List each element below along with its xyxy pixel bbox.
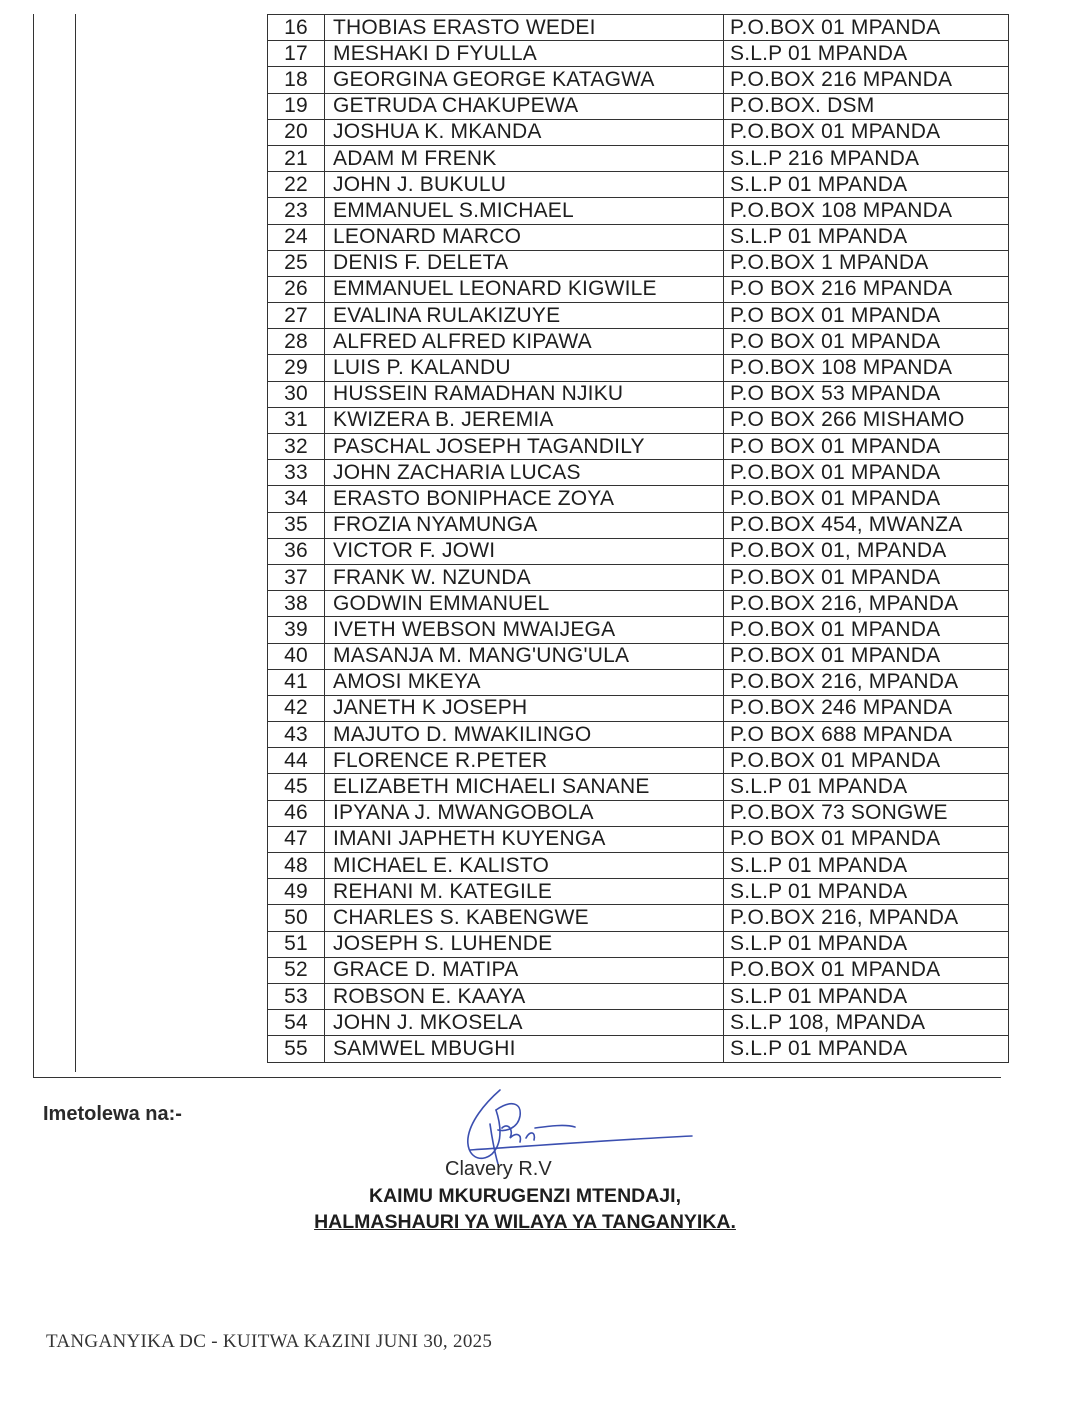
name-cell: IVETH WEBSON MWAIJEGA [325, 617, 724, 643]
address-cell: P.O.BOX 01 MPANDA [724, 15, 1009, 41]
table-row [268, 957, 1009, 983]
table-row [268, 983, 1009, 1009]
table-row [268, 538, 1009, 564]
name-cell: DENIS F. DELETA [325, 250, 724, 276]
row-number-cell: 50 [268, 905, 325, 931]
row-number-cell: 30 [268, 381, 325, 407]
name-cell: EVALINA RULAKIZUYE [325, 303, 724, 329]
table-row [268, 695, 1009, 721]
name-cell: GRACE D. MATIPA [325, 957, 724, 983]
address-cell: P.O.BOX. DSM [724, 93, 1009, 119]
signer-title-line-1: KAIMU MKURUGENZI MTENDAJI, [369, 1185, 681, 1207]
issued-by-label: Imetolewa na:- [43, 1103, 182, 1125]
table-row [268, 591, 1009, 617]
address-cell: P.O.BOX 01 MPANDA [724, 119, 1009, 145]
name-cell: MICHAEL E. KALISTO [325, 853, 724, 879]
address-cell: P.O.BOX 01 MPANDA [724, 643, 1009, 669]
address-cell: P.O.BOX 1 MPANDA [724, 250, 1009, 276]
address-cell: P.O.BOX 216, MPANDA [724, 591, 1009, 617]
address-cell: P.O BOX 01 MPANDA [724, 826, 1009, 852]
row-number-cell: 41 [268, 669, 325, 695]
name-cell: LEONARD MARCO [325, 224, 724, 250]
address-cell: P.O.BOX 01 MPANDA [724, 460, 1009, 486]
roster-table-body [268, 15, 1009, 1063]
signer-title-block [280, 1183, 770, 1235]
name-cell: ROBSON E. KAAYA [325, 983, 724, 1009]
name-cell: GEORGINA GEORGE KATAGWA [325, 67, 724, 93]
table-row [268, 41, 1009, 67]
table-row [268, 276, 1009, 302]
table-row [268, 722, 1009, 748]
address-cell: P.O.BOX 216, MPANDA [724, 905, 1009, 931]
address-cell: P.O.BOX 01, MPANDA [724, 538, 1009, 564]
address-cell: S.L.P 108, MPANDA [724, 1010, 1009, 1036]
name-cell: FLORENCE R.PETER [325, 748, 724, 774]
name-cell: MAJUTO D. MWAKILINGO [325, 722, 724, 748]
name-cell: ADAM M FRENK [325, 145, 724, 171]
row-number-cell: 19 [268, 93, 325, 119]
row-number-cell: 39 [268, 617, 325, 643]
row-number-cell: 22 [268, 172, 325, 198]
name-cell: JANETH K JOSEPH [325, 695, 724, 721]
row-number-cell: 51 [268, 931, 325, 957]
row-number-cell: 33 [268, 460, 325, 486]
row-number-cell: 37 [268, 564, 325, 590]
row-number-cell: 35 [268, 512, 325, 538]
name-cell: JOHN J. BUKULU [325, 172, 724, 198]
name-cell: VICTOR F. JOWI [325, 538, 724, 564]
table-row [268, 905, 1009, 931]
address-cell: P.O BOX 216 MPANDA [724, 276, 1009, 302]
table-row [268, 931, 1009, 957]
address-cell: P.O.BOX 216, MPANDA [724, 669, 1009, 695]
table-row [268, 224, 1009, 250]
name-cell: JOHN ZACHARIA LUCAS [325, 460, 724, 486]
address-cell: P.O.BOX 108 MPANDA [724, 198, 1009, 224]
roster-table [267, 14, 1009, 1063]
address-cell: S.L.P 01 MPANDA [724, 879, 1009, 905]
table-row [268, 329, 1009, 355]
address-cell: P.O BOX 688 MPANDA [724, 722, 1009, 748]
table-row [268, 853, 1009, 879]
row-number-cell: 46 [268, 800, 325, 826]
address-cell: S.L.P 01 MPANDA [724, 853, 1009, 879]
address-cell: S.L.P 01 MPANDA [724, 224, 1009, 250]
page-footer: TANGANYIKA DC - KUITWA KAZINI JUNI 30, 2025 [46, 1331, 493, 1352]
row-number-cell: 36 [268, 538, 325, 564]
name-cell: HUSSEIN RAMADHAN NJIKU [325, 381, 724, 407]
name-cell: GODWIN EMMANUEL [325, 591, 724, 617]
name-cell: ALFRED ALFRED KIPAWA [325, 329, 724, 355]
row-number-cell: 28 [268, 329, 325, 355]
address-cell: P.O.BOX 01 MPANDA [724, 486, 1009, 512]
name-cell: EMMANUEL LEONARD KIGWILE [325, 276, 724, 302]
row-number-cell: 48 [268, 853, 325, 879]
name-cell: JOSHUA K. MKANDA [325, 119, 724, 145]
row-number-cell: 26 [268, 276, 325, 302]
row-number-cell: 18 [268, 67, 325, 93]
table-row [268, 826, 1009, 852]
signer-title-line-2: HALMASHAURI YA WILAYA YA TANGANYIKA. [314, 1211, 736, 1233]
name-cell: KWIZERA B. JEREMIA [325, 407, 724, 433]
address-cell: S.L.P 01 MPANDA [724, 172, 1009, 198]
table-row [268, 67, 1009, 93]
row-number-cell: 47 [268, 826, 325, 852]
name-cell: JOSEPH S. LUHENDE [325, 931, 724, 957]
name-cell: IPYANA J. MWANGOBOLA [325, 800, 724, 826]
row-number-cell: 16 [268, 15, 325, 41]
row-number-cell: 31 [268, 407, 325, 433]
table-row [268, 879, 1009, 905]
row-number-cell: 38 [268, 591, 325, 617]
row-number-cell: 25 [268, 250, 325, 276]
row-number-cell: 17 [268, 41, 325, 67]
name-cell: FRANK W. NZUNDA [325, 564, 724, 590]
table-row [268, 119, 1009, 145]
address-cell: S.L.P 01 MPANDA [724, 774, 1009, 800]
address-cell: P.O.BOX 246 MPANDA [724, 695, 1009, 721]
row-number-cell: 23 [268, 198, 325, 224]
name-cell: AMOSI MKEYA [325, 669, 724, 695]
table-row [268, 303, 1009, 329]
row-number-cell: 27 [268, 303, 325, 329]
name-cell: JOHN J. MKOSELA [325, 1010, 724, 1036]
address-cell: P.O.BOX 01 MPANDA [724, 617, 1009, 643]
row-number-cell: 44 [268, 748, 325, 774]
table-row [268, 512, 1009, 538]
name-cell: THOBIAS ERASTO WEDEI [325, 15, 724, 41]
table-row [268, 381, 1009, 407]
table-row [268, 1010, 1009, 1036]
row-number-cell: 53 [268, 983, 325, 1009]
row-number-cell: 52 [268, 957, 325, 983]
table-row [268, 748, 1009, 774]
row-number-cell: 32 [268, 434, 325, 460]
address-cell: P.O BOX 01 MPANDA [724, 303, 1009, 329]
table-row [268, 617, 1009, 643]
address-cell: S.L.P 01 MPANDA [724, 41, 1009, 67]
address-cell: P.O.BOX 216 MPANDA [724, 67, 1009, 93]
address-cell: S.L.P 01 MPANDA [724, 931, 1009, 957]
table-row [268, 407, 1009, 433]
table-row [268, 145, 1009, 171]
address-cell: P.O BOX 266 MISHAMO [724, 407, 1009, 433]
address-cell: S.L.P 01 MPANDA [724, 983, 1009, 1009]
row-number-cell: 20 [268, 119, 325, 145]
table-row [268, 15, 1009, 41]
name-cell: GETRUDA CHAKUPEWA [325, 93, 724, 119]
address-cell: P.O.BOX 01 MPANDA [724, 957, 1009, 983]
table-row [268, 669, 1009, 695]
name-cell: SAMWEL MBUGHI [325, 1036, 724, 1062]
address-cell: P.O.BOX 108 MPANDA [724, 355, 1009, 381]
address-cell: S.L.P 216 MPANDA [724, 145, 1009, 171]
table-row [268, 564, 1009, 590]
table-row [268, 1036, 1009, 1062]
name-cell: REHANI M. KATEGILE [325, 879, 724, 905]
name-cell: ELIZABETH MICHAELI SANANE [325, 774, 724, 800]
row-number-cell: 55 [268, 1036, 325, 1062]
table-row [268, 460, 1009, 486]
address-cell: S.L.P 01 MPANDA [724, 1036, 1009, 1062]
signer-name: Clavery R.V [445, 1158, 552, 1180]
name-cell: CHARLES S. KABENGWE [325, 905, 724, 931]
row-number-cell: 34 [268, 486, 325, 512]
row-number-cell: 40 [268, 643, 325, 669]
address-cell: P.O BOX 01 MPANDA [724, 329, 1009, 355]
table-row [268, 355, 1009, 381]
table-row [268, 486, 1009, 512]
row-number-cell: 49 [268, 879, 325, 905]
row-number-cell: 29 [268, 355, 325, 381]
name-cell: PASCHAL JOSEPH TAGANDILY [325, 434, 724, 460]
row-number-cell: 42 [268, 695, 325, 721]
table-inner-column-rule [75, 14, 76, 1072]
address-cell: P.O.BOX 73 SONGWE [724, 800, 1009, 826]
address-cell: P.O.BOX 01 MPANDA [724, 748, 1009, 774]
address-cell: P.O.BOX 01 MPANDA [724, 564, 1009, 590]
table-row [268, 434, 1009, 460]
name-cell: FROZIA NYAMUNGA [325, 512, 724, 538]
row-number-cell: 24 [268, 224, 325, 250]
row-number-cell: 21 [268, 145, 325, 171]
name-cell: EMMANUEL S.MICHAEL [325, 198, 724, 224]
table-row [268, 172, 1009, 198]
name-cell: IMANI JAPHETH KUYENGA [325, 826, 724, 852]
row-number-cell: 54 [268, 1010, 325, 1036]
name-cell: LUIS P. KALANDU [325, 355, 724, 381]
name-cell: ERASTO BONIPHACE ZOYA [325, 486, 724, 512]
table-row [268, 800, 1009, 826]
table-row [268, 250, 1009, 276]
name-cell: MASANJA M. MANG'UNG'ULA [325, 643, 724, 669]
table-row [268, 198, 1009, 224]
address-cell: P.O.BOX 454, MWANZA [724, 512, 1009, 538]
name-cell: MESHAKI D FYULLA [325, 41, 724, 67]
address-cell: P.O BOX 53 MPANDA [724, 381, 1009, 407]
row-number-cell: 45 [268, 774, 325, 800]
address-cell: P.O BOX 01 MPANDA [724, 434, 1009, 460]
table-row [268, 93, 1009, 119]
table-row [268, 774, 1009, 800]
row-number-cell: 43 [268, 722, 325, 748]
table-row [268, 643, 1009, 669]
